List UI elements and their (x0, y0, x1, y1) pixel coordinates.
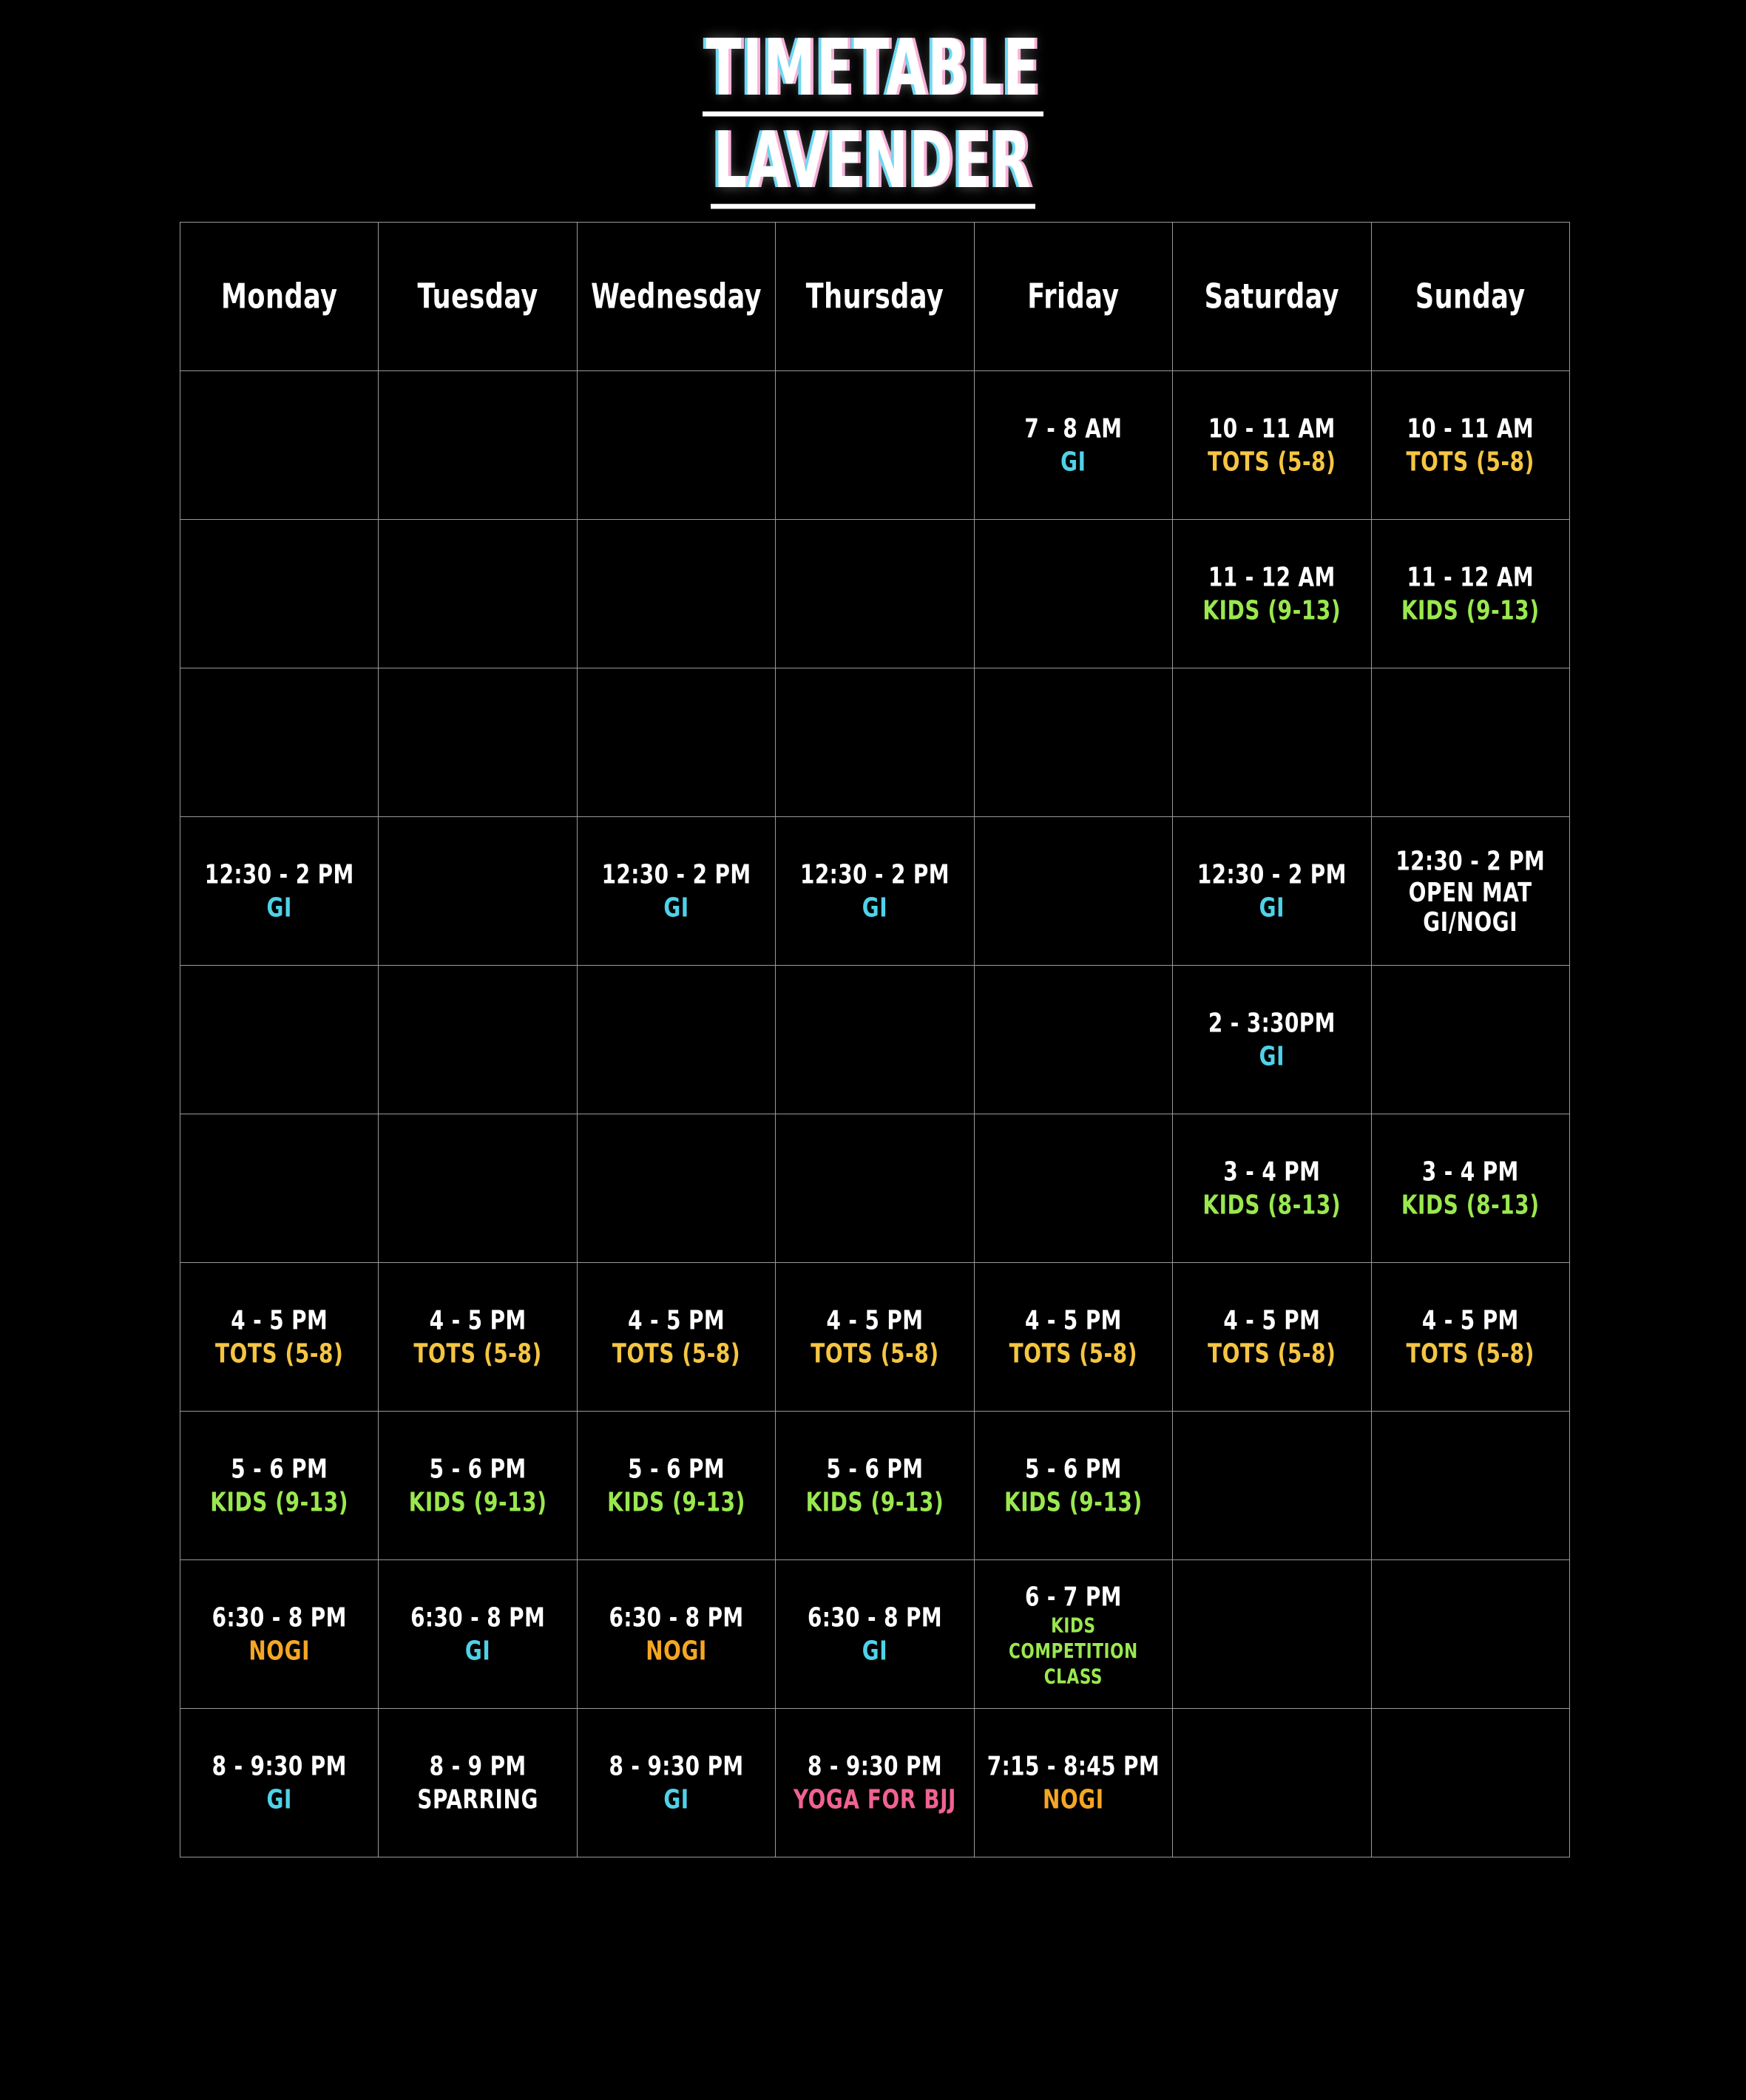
class-cell (974, 1560, 1172, 1709)
class-label: KIDS (9-13) (1401, 595, 1540, 626)
class-time: 6:30 - 8 PM (212, 1602, 347, 1633)
timetable-container (180, 222, 1570, 1857)
empty-cell (577, 966, 775, 1114)
class-time: 4 - 5 PM (1024, 1304, 1122, 1336)
cell-content (379, 1709, 576, 1857)
class-cell (1173, 966, 1371, 1114)
class-time: 10 - 11 AM (1208, 413, 1336, 444)
cell-content (1372, 520, 1569, 668)
class-time: 5 - 6 PM (1024, 1453, 1122, 1485)
cell-content (578, 966, 775, 1114)
class-cell (1173, 520, 1371, 668)
cell-content (379, 817, 576, 965)
class-cell (776, 1263, 974, 1412)
class-cell (1173, 1114, 1371, 1263)
timetable-row (180, 520, 1570, 668)
timetable-row (180, 1114, 1570, 1263)
day-header-sunday: Sunday (1371, 209, 1569, 384)
cell-content (776, 520, 973, 668)
empty-cell (776, 371, 974, 520)
class-label: SPARRING (417, 1784, 538, 1815)
class-label: KIDS (9-13) (408, 1486, 547, 1518)
empty-cell (379, 371, 577, 520)
class-label: NOGI (1043, 1784, 1104, 1815)
class-time: 8 - 9 PM (429, 1750, 527, 1782)
cell-content (180, 1709, 378, 1857)
timetable-row (180, 1263, 1570, 1412)
cell-content (1173, 966, 1370, 1114)
empty-cell (1371, 966, 1569, 1114)
cell-content (379, 1114, 576, 1262)
class-label: OPEN MAT GI/NOGI (1408, 877, 1532, 938)
class-time: 12:30 - 2 PM (1197, 858, 1347, 890)
cell-content (180, 966, 378, 1114)
cell-content (1173, 371, 1370, 519)
cell-content (578, 1412, 775, 1559)
class-cell (379, 1709, 577, 1857)
empty-cell (1371, 1560, 1569, 1709)
empty-cell (379, 520, 577, 668)
timetable-header (180, 223, 1570, 371)
timetable-row (180, 1412, 1570, 1560)
cell-content (180, 371, 378, 519)
day-header-monday: Monday (180, 209, 379, 384)
class-time: 12:30 - 2 PM (1395, 846, 1546, 877)
cell-content (1372, 1709, 1569, 1857)
class-cell (974, 1709, 1172, 1857)
cell-content (180, 817, 378, 965)
class-label: GI (663, 892, 689, 924)
empty-cell (379, 1114, 577, 1263)
empty-cell (1173, 668, 1371, 817)
class-label: TOTS (5-8) (413, 1338, 542, 1369)
cell-content (1372, 1263, 1569, 1411)
class-cell (577, 817, 775, 966)
empty-cell (776, 1114, 974, 1263)
class-cell (577, 1709, 775, 1857)
class-cell (379, 1263, 577, 1412)
class-label: TOTS (5-8) (1009, 1338, 1138, 1369)
class-time: 11 - 12 AM (1208, 561, 1336, 593)
class-cell (974, 1412, 1172, 1560)
class-label: KIDS (8-13) (1401, 1189, 1540, 1221)
empty-cell (577, 1114, 775, 1263)
timetable-row (180, 966, 1570, 1114)
page-title (0, 23, 1746, 214)
empty-cell (180, 966, 379, 1114)
class-time: 5 - 6 PM (429, 1453, 527, 1485)
empty-cell (776, 668, 974, 817)
title-line-2-row (0, 115, 1746, 206)
class-label: KIDS (9-13) (607, 1486, 745, 1518)
class-time: 11 - 12 AM (1407, 561, 1534, 593)
class-label: YOGA FOR BJJ (793, 1784, 957, 1815)
class-cell (1173, 371, 1371, 520)
cell-content (1173, 1114, 1370, 1262)
class-label: KIDS COMPETITION CLASS (1008, 1613, 1138, 1689)
class-time: 12:30 - 2 PM (800, 858, 950, 890)
class-time: 4 - 5 PM (231, 1304, 328, 1336)
class-time: 5 - 6 PM (231, 1453, 328, 1485)
class-label: TOTS (5-8) (1406, 446, 1534, 478)
class-label: KIDS (8-13) (1202, 1189, 1341, 1221)
day-header-wednesday: Wednesday (577, 209, 775, 384)
empty-cell (974, 817, 1172, 966)
class-time: 4 - 5 PM (826, 1304, 924, 1336)
empty-cell (379, 817, 577, 966)
cell-content (776, 817, 973, 965)
class-label: TOTS (5-8) (811, 1338, 939, 1369)
cell-content (379, 1560, 576, 1708)
cell-content (1173, 1412, 1370, 1559)
cell-content (180, 1412, 378, 1559)
empty-cell (180, 520, 379, 668)
empty-cell (379, 668, 577, 817)
timetable-body (180, 371, 1570, 1857)
title-line-1-row (0, 23, 1746, 114)
day-header-row (180, 223, 1570, 371)
class-time: 8 - 9:30 PM (807, 1750, 942, 1782)
class-cell (577, 1560, 775, 1709)
class-cell (974, 371, 1172, 520)
class-label: GI (1259, 1040, 1285, 1072)
class-cell (577, 1263, 775, 1412)
class-label: GI (464, 1635, 491, 1667)
cell-content (578, 1114, 775, 1262)
class-label: GI (266, 1784, 292, 1815)
class-label: TOTS (5-8) (1208, 446, 1336, 478)
cell-content (379, 1263, 576, 1411)
class-label: KIDS (9-13) (1202, 595, 1341, 626)
cell-content (776, 1709, 973, 1857)
class-label: GI (862, 892, 888, 924)
class-time: 2 - 3:30PM (1208, 1007, 1336, 1039)
empty-cell (1173, 1709, 1371, 1857)
cell-content (975, 520, 1172, 668)
empty-cell (974, 668, 1172, 817)
empty-cell (974, 520, 1172, 668)
class-label: GI (1060, 446, 1086, 478)
class-cell (180, 817, 379, 966)
day-header-friday: Friday (974, 209, 1172, 384)
timetable-table (180, 222, 1570, 1857)
cell-content (379, 520, 576, 668)
cell-content (1372, 966, 1569, 1114)
cell-content (975, 966, 1172, 1114)
day-header-tuesday: Tuesday (379, 209, 577, 384)
class-time: 3 - 4 PM (1421, 1156, 1519, 1188)
cell-content (578, 1709, 775, 1857)
cell-content (379, 966, 576, 1114)
class-cell (776, 1709, 974, 1857)
class-time: 4 - 5 PM (628, 1304, 725, 1336)
cell-content (975, 817, 1172, 965)
cell-content (379, 668, 576, 816)
class-label: TOTS (5-8) (612, 1338, 741, 1369)
empty-cell (577, 371, 775, 520)
class-cell (577, 1412, 775, 1560)
cell-content (975, 1709, 1172, 1857)
class-label: GI (663, 1784, 689, 1815)
class-cell (379, 1412, 577, 1560)
empty-cell (379, 966, 577, 1114)
timetable-row (180, 1709, 1570, 1857)
cell-content (578, 371, 775, 519)
class-label: KIDS (9-13) (210, 1486, 349, 1518)
class-label: KIDS (9-13) (805, 1486, 944, 1518)
cell-content (1372, 371, 1569, 519)
cell-content (578, 520, 775, 668)
empty-cell (180, 1114, 379, 1263)
cell-content (776, 1412, 973, 1559)
class-time: 3 - 4 PM (1223, 1156, 1321, 1188)
cell-content (180, 668, 378, 816)
class-cell (974, 1263, 1172, 1412)
class-cell (1371, 1263, 1569, 1412)
cell-content (776, 1114, 973, 1262)
timetable-row (180, 371, 1570, 520)
cell-content (578, 817, 775, 965)
cell-content (1372, 1412, 1569, 1559)
cell-content (1372, 1114, 1569, 1262)
empty-cell (180, 668, 379, 817)
cell-content (776, 668, 973, 816)
cell-content (776, 1560, 973, 1708)
empty-cell (577, 520, 775, 668)
cell-content (578, 1560, 775, 1708)
class-cell (1371, 817, 1569, 966)
timetable-row (180, 668, 1570, 817)
class-label: NOGI (248, 1635, 311, 1667)
empty-cell (974, 1114, 1172, 1263)
class-time: 6 - 7 PM (1024, 1582, 1122, 1613)
cell-content (1173, 817, 1370, 965)
day-header-thursday: Thursday (776, 209, 974, 384)
class-cell (379, 1560, 577, 1709)
empty-cell (1371, 1412, 1569, 1560)
class-time: 5 - 6 PM (628, 1453, 725, 1485)
empty-cell (776, 520, 974, 668)
cell-content (776, 1263, 973, 1411)
class-label: TOTS (5-8) (1208, 1338, 1336, 1369)
class-cell (1371, 371, 1569, 520)
class-cell (1371, 520, 1569, 668)
cell-content (578, 668, 775, 816)
cell-content (1372, 817, 1569, 965)
class-time: 6:30 - 8 PM (807, 1602, 942, 1633)
empty-cell (776, 966, 974, 1114)
cell-content (1173, 668, 1370, 816)
class-cell (776, 1412, 974, 1560)
class-label: GI (1259, 892, 1285, 924)
empty-cell (180, 371, 379, 520)
class-time: 4 - 5 PM (429, 1304, 527, 1336)
cell-content (180, 1114, 378, 1262)
cell-content (1173, 520, 1370, 668)
day-header-saturday: Saturday (1173, 209, 1371, 384)
class-label: GI (862, 1635, 888, 1667)
cell-content (1372, 668, 1569, 816)
class-time: 12:30 - 2 PM (601, 858, 751, 890)
class-time: 6:30 - 8 PM (410, 1602, 546, 1633)
class-time: 8 - 9:30 PM (609, 1750, 744, 1782)
cell-content (180, 1263, 378, 1411)
class-label: GI (266, 892, 292, 924)
cell-content (379, 1412, 576, 1559)
class-time: 7:15 - 8:45 PM (987, 1750, 1160, 1782)
class-cell (776, 817, 974, 966)
class-label: TOTS (5-8) (1406, 1338, 1534, 1369)
class-time: 8 - 9:30 PM (212, 1750, 347, 1782)
class-cell (180, 1560, 379, 1709)
class-time: 10 - 11 AM (1407, 413, 1534, 444)
empty-cell (577, 668, 775, 817)
cell-content (975, 1412, 1172, 1559)
cell-content (776, 371, 973, 519)
empty-cell (1173, 1560, 1371, 1709)
timetable-row (180, 817, 1570, 966)
class-time: 6:30 - 8 PM (609, 1602, 744, 1633)
class-cell (180, 1709, 379, 1857)
cell-content (578, 1263, 775, 1411)
cell-content (1173, 1560, 1370, 1708)
class-cell (776, 1560, 974, 1709)
class-time: 5 - 6 PM (826, 1453, 924, 1485)
class-time: 4 - 5 PM (1223, 1304, 1321, 1336)
cell-content (975, 668, 1172, 816)
cell-content (975, 371, 1172, 519)
empty-cell (974, 966, 1172, 1114)
class-label: KIDS (9-13) (1004, 1486, 1143, 1518)
cell-content (975, 1560, 1172, 1708)
cell-content (1173, 1709, 1370, 1857)
timetable-row (180, 1560, 1570, 1709)
empty-cell (1371, 1709, 1569, 1857)
class-time: 7 - 8 AM (1024, 413, 1123, 444)
class-time: 12:30 - 2 PM (204, 858, 354, 890)
class-cell (1371, 1114, 1569, 1263)
cell-content (975, 1114, 1172, 1262)
class-time: 4 - 5 PM (1421, 1304, 1519, 1336)
class-cell (1173, 1263, 1371, 1412)
class-cell (1173, 817, 1371, 966)
cell-content (975, 1263, 1172, 1411)
class-label: TOTS (5-8) (214, 1338, 344, 1369)
cell-content (1372, 1560, 1569, 1708)
cell-content (180, 1560, 378, 1708)
title-line-1: TIMETABLE (703, 30, 1043, 116)
cell-content (1173, 1263, 1370, 1411)
class-cell (180, 1263, 379, 1412)
class-label: NOGI (646, 1635, 707, 1667)
empty-cell (1173, 1412, 1371, 1560)
title-line-2: LAVENDER (711, 122, 1035, 209)
empty-cell (1371, 668, 1569, 817)
cell-content (776, 966, 973, 1114)
cell-content (379, 371, 576, 519)
class-cell (180, 1412, 379, 1560)
cell-content (180, 520, 378, 668)
